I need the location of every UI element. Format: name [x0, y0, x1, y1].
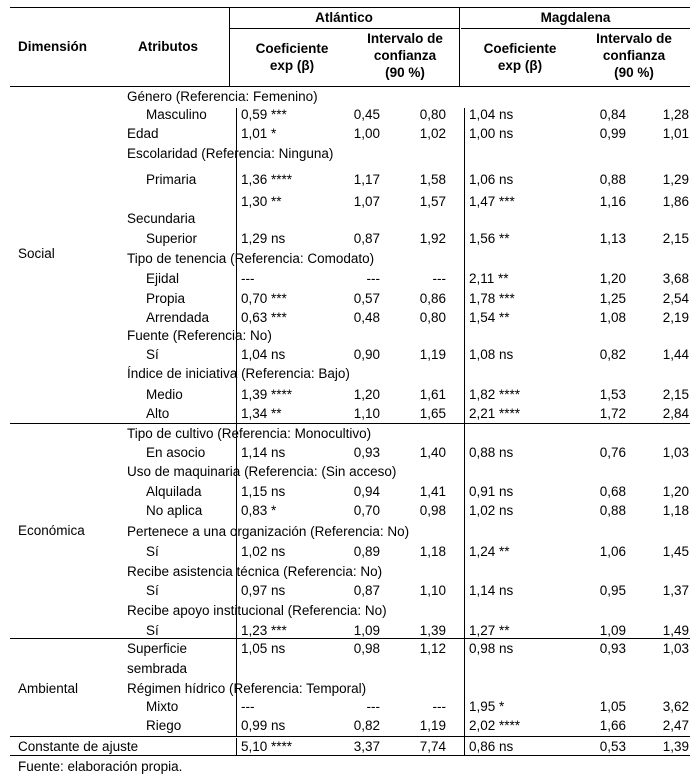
table-row-ci-low-magdalena: 0,88: [599, 503, 626, 518]
table-row-ci-high-magdalena: 3,62: [662, 699, 689, 714]
header-magdalena: Magdalena: [540, 10, 611, 25]
table-row-ci-low-atlantico: 1,07: [353, 194, 380, 209]
table-row-coef-magdalena: 1,04 ns: [469, 107, 514, 122]
table-row-ci-high-atlantico: 1,10: [419, 583, 446, 598]
table-row-ci-low-magdalena: 1,16: [599, 194, 626, 209]
table-row-coef-atlantico: 1,36 ****: [241, 172, 293, 187]
table-row-ci-low-magdalena: 1,06: [599, 544, 626, 559]
table-row-ci-high-magdalena: 1,03: [662, 641, 689, 656]
table-row-ci-high-magdalena: 2,15: [662, 231, 689, 246]
constant-ci-low-magdalena: 0,53: [599, 739, 626, 754]
table-row-ci-high-atlantico: 1,65: [419, 406, 446, 421]
table-row-ci-high-magdalena: 3,68: [662, 271, 689, 286]
table-row-ci-high-magdalena: 1,20: [662, 484, 689, 499]
attribute-label: En asocio: [146, 445, 206, 460]
table-row-ci-low-magdalena: 1,13: [599, 231, 626, 246]
header-coef-line1-atlantico: Coeficiente: [255, 41, 329, 56]
table-row-ci-low-atlantico: 0,45: [353, 107, 380, 122]
table-row-ci-high-atlantico: ---: [432, 271, 446, 286]
header-interval-line2-atlantico: confianza: [373, 48, 437, 63]
table-row-ci-low-magdalena: 1,66: [599, 718, 626, 733]
table-row-coef-atlantico: 1,02 ns: [241, 544, 286, 559]
header-bottom-rule: [10, 86, 690, 87]
table-row-ci-high-atlantico: 1,19: [419, 718, 446, 733]
group-heading: Tipo de cultivo (Referencia: Monocultivo): [127, 426, 372, 441]
magdalena-column-divider: [464, 108, 465, 755]
table-row-ci-low-atlantico: 1,10: [353, 406, 380, 421]
table-row-coef-atlantico: 0,99 ns: [241, 718, 286, 733]
table-bottom-rule: [10, 755, 690, 756]
table-row-ci-low-atlantico: 0,94: [353, 484, 380, 499]
attribute-label: Riego: [146, 718, 182, 733]
header-interval-line2-magdalena: confianza: [602, 48, 666, 63]
table-row-ci-high-magdalena: 1,45: [662, 544, 689, 559]
attribute-label: Superficie: [127, 641, 188, 656]
header-coef-line2-atlantico: exp (β): [269, 58, 315, 73]
table-row-ci-high-atlantico: 0,86: [419, 291, 446, 306]
table-row-ci-low-atlantico: 0,48: [353, 310, 380, 325]
table-row-ci-high-atlantico: 1,02: [419, 126, 446, 141]
table-row-ci-low-magdalena: 1,08: [599, 310, 626, 325]
attribute-label: Propia: [146, 291, 186, 306]
table-row-coef-magdalena: 1,82 ****: [469, 387, 521, 402]
constant-ci-high-magdalena: 1,39: [662, 739, 689, 754]
table-row-coef-magdalena: 0,88 ns: [469, 445, 514, 460]
table-row-ci-high-magdalena: 2,84: [662, 406, 689, 421]
table-row-coef-magdalena: 2,11 **: [469, 271, 509, 286]
header-interval-line1-atlantico: Intervalo de: [367, 31, 443, 46]
table-row-coef-magdalena: 1,00 ns: [469, 126, 514, 141]
table-row-coef-magdalena: 1,14 ns: [469, 583, 514, 598]
table-row-coef-atlantico: 1,30 **: [241, 194, 282, 209]
table-row-ci-high-atlantico: 1,40: [419, 445, 446, 460]
table-row-ci-high-atlantico: 1,61: [419, 387, 446, 402]
dimension-economica: Económica: [18, 523, 85, 538]
table-row-ci-low-atlantico: 0,90: [353, 347, 380, 362]
atlantico-underline: [229, 28, 459, 29]
attribute-label: Alquilada: [146, 484, 202, 499]
table-row-ci-high-atlantico: 1,18: [419, 544, 446, 559]
table-row-ci-low-magdalena: 0,88: [599, 172, 626, 187]
table-row-ci-low-atlantico: ---: [366, 699, 380, 714]
table-row-ci-low-magdalena: 0,95: [599, 583, 626, 598]
table-row-coef-atlantico: 1,14 ns: [241, 445, 286, 460]
group-heading: Índice de iniciativa (Referencia: Bajo): [127, 366, 350, 381]
table-row-coef-magdalena: 0,91 ns: [469, 484, 514, 499]
dimension-ambiental: Ambiental: [18, 681, 79, 696]
attribute-label: Sí: [146, 347, 159, 362]
table-row-coef-magdalena: 1,06 ns: [469, 172, 514, 187]
constant-ci-low-atlantico: 3,37: [353, 739, 380, 754]
group-heading: Recibe asistencia técnica (Referencia: No): [127, 564, 383, 579]
table-row-coef-atlantico: 1,39 ****: [241, 387, 293, 402]
table-row-coef-atlantico: 0,97 ns: [241, 583, 286, 598]
table-row-ci-high-magdalena: 1,28: [662, 107, 689, 122]
attribute-label: Masculino: [146, 107, 207, 122]
group-heading: Régimen hídrico (Referencia: Temporal): [127, 681, 367, 696]
table-row-ci-low-atlantico: 0,57: [353, 291, 380, 306]
group-heading: Uso de maquinaria (Referencia: (Sin acceso): [127, 464, 397, 479]
table-top-rule: [10, 7, 690, 8]
table-row-ci-low-magdalena: 0,76: [599, 445, 626, 460]
table-row-ci-low-atlantico: 0,87: [353, 583, 380, 598]
dimension-social: Social: [18, 246, 55, 261]
table-row-coef-magdalena: 2,21 ****: [469, 406, 521, 421]
table-row-ci-low-atlantico: 0,82: [353, 718, 380, 733]
table-row-ci-high-magdalena: 1,29: [662, 172, 689, 187]
table-row-coef-atlantico: 1,01 *: [241, 126, 277, 141]
table-row-coef-atlantico: 0,83 *: [241, 503, 277, 518]
header-dimension: Dimensión: [18, 39, 88, 54]
table-row-ci-high-magdalena: 2,54: [662, 291, 689, 306]
table-row-coef-magdalena: 0,98 ns: [469, 641, 514, 656]
header-atlantico: Atlántico: [315, 10, 373, 25]
table-row-ci-low-magdalena: 1,72: [599, 406, 626, 421]
table-row-ci-high-magdalena: 2,47: [662, 718, 689, 733]
table-row-coef-atlantico: ---: [241, 699, 255, 714]
table-row-ci-high-atlantico: 1,39: [419, 623, 446, 638]
attribute-label: Arrendada: [146, 310, 210, 325]
header-interval-line1-magdalena: Intervalo de: [596, 31, 672, 46]
attribute-label: Ejidal: [146, 271, 180, 286]
table-row-ci-high-atlantico: 1,41: [419, 484, 446, 499]
table-row-ci-high-atlantico: 1,57: [419, 194, 446, 209]
coefficient-column-divider: [236, 108, 237, 736]
table-row-coef-magdalena: 1,54 **: [469, 310, 510, 325]
source-note: Fuente: elaboración propia.: [18, 759, 183, 774]
attribute-label-cont: sembrada: [127, 661, 188, 676]
table-row-coef-atlantico: 1,05 ns: [241, 641, 286, 656]
table-row-ci-low-magdalena: 0,93: [599, 641, 626, 656]
table-row-ci-high-atlantico: ---: [432, 699, 446, 714]
table-row-ci-high-magdalena: 2,15: [662, 387, 689, 402]
table-row-ci-high-atlantico: 0,80: [419, 107, 446, 122]
attribute-label: Primaria: [146, 172, 197, 187]
table-row-ci-low-magdalena: 0,84: [599, 107, 626, 122]
table-row-ci-low-atlantico: ---: [366, 271, 380, 286]
table-row-ci-low-magdalena: 0,99: [599, 126, 626, 141]
group-heading: Fuente (Referencia: No): [127, 328, 272, 343]
table-row-ci-low-atlantico: 0,70: [353, 503, 380, 518]
table-row-ci-high-atlantico: 1,92: [419, 231, 446, 246]
header-interval-line3-magdalena: (90 %): [614, 65, 654, 80]
table-row-coef-atlantico: 0,59 ***: [241, 107, 287, 122]
group-heading: Escolaridad (Referencia: Ninguna): [127, 146, 334, 161]
magdalena-underline: [461, 28, 690, 29]
table-row-ci-high-magdalena: 1,18: [662, 503, 689, 518]
table-row-coef-atlantico: 1,34 **: [241, 406, 282, 421]
table-row-ci-low-atlantico: 0,89: [353, 544, 380, 559]
table-row-ci-low-magdalena: 1,53: [599, 387, 626, 402]
social-section-rule: [10, 423, 690, 424]
table-row-coef-magdalena: 1,24 **: [469, 544, 510, 559]
table-row-ci-high-atlantico: 0,98: [419, 503, 446, 518]
attribute-label: Sí: [146, 623, 159, 638]
constant-coef-atlantico: 5,10 ****: [241, 739, 293, 754]
attribute-label: Mixto: [146, 699, 179, 714]
constant-coef-magdalena: 0,86 ns: [469, 739, 514, 754]
table-row-coef-magdalena: 1,08 ns: [469, 347, 514, 362]
table-row-ci-high-magdalena: 2,19: [662, 310, 689, 325]
attribute-label: Alto: [146, 406, 170, 421]
table-row-ci-low-magdalena: 1,25: [599, 291, 626, 306]
table-row-coef-atlantico: 1,29 ns: [241, 231, 286, 246]
header-interval-line3-atlantico: (90 %): [385, 65, 425, 80]
group-heading: Género (Referencia: Femenino): [127, 89, 318, 104]
table-row-coef-magdalena: 1,56 **: [469, 231, 510, 246]
table-row-ci-low-magdalena: 1,05: [599, 699, 626, 714]
table-row-coef-atlantico: 1,15 ns: [241, 484, 286, 499]
table-row-ci-low-atlantico: 1,20: [353, 387, 380, 402]
table-row-ci-high-magdalena: 1,49: [662, 623, 689, 638]
table-row-coef-magdalena: 1,02 ns: [469, 503, 514, 518]
table-row-ci-low-atlantico: 0,87: [353, 231, 380, 246]
group-heading: Pertenece a una organización (Referencia: No): [127, 524, 410, 539]
table-row-coef-atlantico: ---: [241, 271, 255, 286]
table-row-ci-high-magdalena: 1,37: [662, 583, 689, 598]
table-row-ci-low-magdalena: 1,09: [599, 623, 626, 638]
attribute-label: Superior: [146, 231, 198, 246]
table-row-coef-magdalena: 1,78 ***: [469, 291, 515, 306]
constant-divider: [236, 738, 237, 755]
table-row-ci-high-magdalena: 1,01: [662, 126, 689, 141]
table-row-ci-high-magdalena: 1,03: [662, 445, 689, 460]
table-row-ci-high-magdalena: 1,44: [662, 347, 689, 362]
table-row-ci-low-atlantico: 0,93: [353, 445, 380, 460]
constant-ci-high-atlantico: 7,74: [419, 739, 446, 754]
table-row-ci-low-atlantico: 1,09: [353, 623, 380, 638]
ambiental-section-rule: [10, 736, 690, 737]
table-row-coef-atlantico: 0,63 ***: [241, 310, 287, 325]
header-attributes: Atributos: [138, 39, 198, 54]
table-row-coef-magdalena: 1,27 **: [469, 623, 510, 638]
table-row-ci-low-atlantico: 1,17: [353, 172, 380, 187]
attribute-label: Sí: [146, 583, 159, 598]
attribute-label: Medio: [146, 387, 183, 402]
table-row-ci-low-magdalena: 1,20: [599, 271, 626, 286]
table-row-ci-high-magdalena: 1,86: [662, 194, 689, 209]
table-row-coef-atlantico: 1,23 ***: [241, 623, 287, 638]
table-row-ci-low-magdalena: 0,82: [599, 347, 626, 362]
table-row-ci-high-atlantico: 1,12: [419, 641, 446, 656]
table-row-coef-magdalena: 1,95 *: [469, 699, 505, 714]
table-row-coef-atlantico: 0,70 ***: [241, 291, 287, 306]
group-heading: Tipo de tenencia (Referencia: Comodato): [127, 251, 375, 266]
table-row-ci-low-atlantico: 0,98: [353, 641, 380, 656]
group-heading: Secundaria: [127, 211, 196, 226]
attribute-label: No aplica: [146, 503, 203, 518]
table-row-ci-high-atlantico: 1,58: [419, 172, 446, 187]
table-row-ci-high-atlantico: 0,80: [419, 310, 446, 325]
attribute-label: Edad: [127, 126, 159, 141]
table-row-ci-low-atlantico: 1,00: [353, 126, 380, 141]
header-coef-line1-magdalena: Coeficiente: [483, 41, 557, 56]
table-row-coef-magdalena: 2,02 ****: [469, 718, 521, 733]
table-row-ci-high-atlantico: 1,19: [419, 347, 446, 362]
group-heading: Recibe apoyo institucional (Referencia: No): [127, 603, 387, 618]
table-row-ci-low-magdalena: 0,68: [599, 484, 626, 499]
header-coef-line2-magdalena: exp (β): [497, 58, 543, 73]
constant-label: Constante de ajuste: [18, 739, 139, 754]
table-row-coef-magdalena: 1,47 ***: [469, 194, 515, 209]
table-row-coef-atlantico: 1,04 ns: [241, 347, 286, 362]
attribute-label: Sí: [146, 544, 159, 559]
